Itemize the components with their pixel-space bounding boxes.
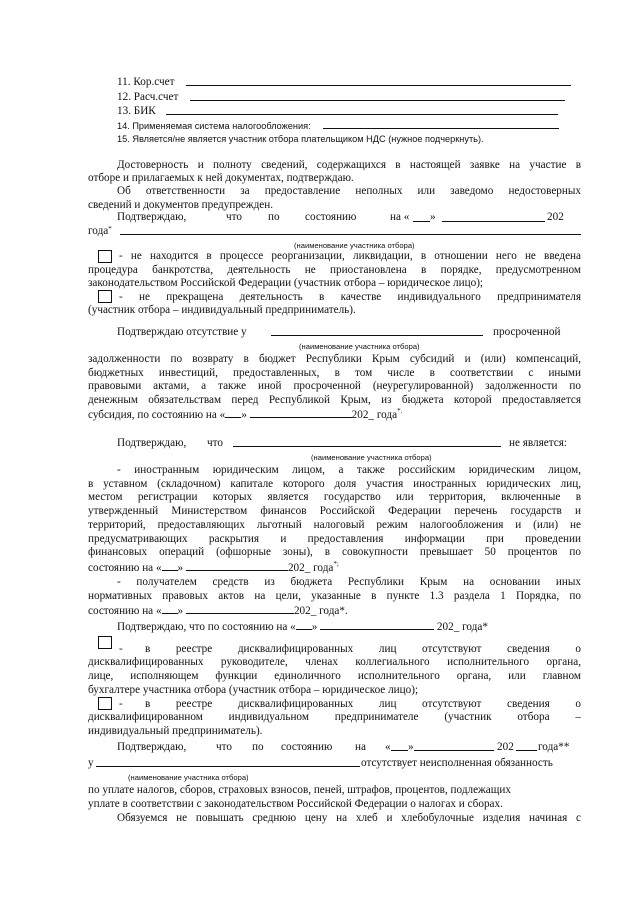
paragraph-line: дисквалифицированном индивидуальном предпринимателе (участник отбора – [88,711,581,723]
participant-name-input-line[interactable] [271,335,483,336]
notis-lead: Подтверждаю, [117,437,187,449]
month-input-line[interactable] [442,221,545,222]
paragraph-line: в реестре дисквалифицированных лиц отсутствуют сведения о [145,643,581,655]
checkbox[interactable] [98,250,112,263]
bullet-dash: - [119,643,123,655]
paragraph-line: (участник отбора – индивидуальный предприниматель). [88,304,356,316]
paragraph-line: территорий, предоставляющих льготный налоговый режим налогообложения и (или) не [88,519,581,531]
paragraph-line: в реестре дисквалифицированных лиц отсутствуют сведения о [145,698,581,710]
confirm-word: что [226,211,242,223]
month-input-line[interactable] [186,603,294,614]
month-input-line[interactable] [186,560,288,571]
paragraph-line: бухгалтере участника отбора (участник отбора – юридическое лицо); [88,684,419,696]
obl-u-tail: отсутствует неисполненная обязанность [361,757,553,769]
paragraph-line: индивидуальный предприниматель). [88,725,263,737]
paragraph-line: в уставном (складочном) капитале которого доля участия иностранных юридических лиц, [88,478,581,490]
date-close-quote: » [408,741,414,753]
paragraph-line: законодательством Российской Федерации (участник отбора – юридическое лицо); [88,277,484,289]
field-tax-system [117,120,311,133]
field-nds: 15. Является/не является участник отбора плательщиком НДС (нужное подчеркнуть). [117,134,484,144]
notis-date2-line: состоянию на « » 202_ года*. [88,605,348,617]
paragraph-line: бюджетных инвестиций, предоставленных, в том числе в соответствии с иными [88,367,581,379]
paragraph-line: местом регистрации которых является государство или территория, включенные в [88,491,581,503]
bullet-dash: - [119,698,123,710]
paragraph-line: - получателем средств из бюджета Республики Крым на основании иных [117,576,581,588]
obl-word: Подтверждаю, [117,741,187,753]
paragraph-line: сведений и документов предупрежден. [88,199,274,211]
paragraph-line: уплате в соответствии с законодательством Российской Федерации о налогах и сборах. [88,798,503,810]
year-input-line[interactable] [516,750,537,751]
paragraph-line: утвержденный Министерством финансов Российской Федерации перечень государств и [88,505,581,517]
confirm-word: по [268,211,280,223]
notis-lead: что [207,437,223,449]
obl-word: по [252,741,264,753]
paragraph-line: нормативных правовых актов на цели, указанные в пункте 1.3 раздела 1 Порядка, по [88,590,581,602]
day-input-line[interactable] [162,560,178,571]
field-ras-schet [117,91,178,104]
year-prefix: 202 [547,211,564,223]
footnote-star: * [108,225,112,233]
day-input-line[interactable] [296,619,312,630]
participant-name-input-line[interactable] [120,234,581,235]
day-input-line[interactable] [413,221,430,222]
paragraph-line: - иностранным юридическим лицом, а также российским юридическим лицом, [117,464,581,476]
checkbox[interactable] [98,290,112,303]
disq-date-line: Подтверждаю, что по состоянию на « » 202_ года* [117,621,488,633]
field-label: 12. Расч.счет [117,91,179,103]
goda-label: года** [538,741,570,753]
paragraph-line: - не находится в процессе реорганизации, ликвидации, в отношении него не введена [119,250,581,262]
tax-system-input-line[interactable] [323,128,559,129]
obl-word: состоянию [281,741,333,753]
caption-participant: (наименование участника отбора) [294,241,415,250]
obl-word: на [355,741,366,753]
paragraph-line: процедура банкротства, деятельность не приостановлена в порядке, предусмотренном [88,264,581,276]
paragraph-line: Достоверность и полноту сведений, содержащихся в настоящей заявке на участие в [117,159,581,171]
notis-date-line: состоянию на « » 202_ года*; [88,560,339,574]
caption-participant: (наименование участника отбора) [128,773,249,782]
paragraph-line: правовыми актами, а также иной просроченной (неурегулированной) задолженности по [88,380,581,392]
participant-name-input-line[interactable] [96,766,360,767]
caption-participant: (наименование участника отбора) [311,453,432,462]
absence-date-line: субсидия, по состоянию на « » 202_ года*. [88,407,403,421]
checkbox[interactable] [98,636,112,649]
day-input-line[interactable] [225,407,241,418]
date-open-quote: « [385,741,391,753]
field-kor-schet [117,76,174,89]
year-prefix: 202 [497,741,514,753]
absence-tail: просроченной [493,326,561,338]
paragraph-line: Обязуемся не повышать среднюю цену на хлеб и хлебобулочные изделия начиная с [117,812,581,824]
checkbox[interactable] [98,697,112,710]
confirm-word: состоянию [305,211,357,223]
paragraph-line: финансовых операций (офшорные зоны), в совокупности превышает 50 процентов по [88,546,581,558]
field-bik [117,105,156,118]
paragraph-line: задолженности по возврату в бюджет Республики Крым субсидий и (или) компенсаций, [88,353,581,365]
participant-name-input-line[interactable] [233,446,501,447]
date-open-quote: на « [390,211,410,223]
confirm-word: Подтверждаю, [117,211,187,223]
day-input-line[interactable] [391,750,408,751]
paragraph-line: Об ответственности за предоставление неполных или заведомо недостоверных [117,185,581,197]
bik-input-line[interactable] [166,114,558,115]
field-label: 14. Применяемая система налогообложения: [117,121,311,131]
paragraph-line: денежным обязательствам перед Республикой Крым, из бюджета которой предоставляется [88,394,581,406]
day-input-line[interactable] [162,603,178,614]
month-input-line[interactable] [414,750,494,751]
paragraph-line: - не прекращена деятельность в качестве индивидуального предпринимателя [119,291,581,303]
paragraph-line: лице, исполняющем функции единоличного исполнительного органа, или главном [88,670,581,682]
footnote-star: *. [397,407,403,415]
month-input-line[interactable] [320,619,434,630]
field-label: 13. БИК [117,105,156,117]
paragraph-line: дисквалифицированных руководителе, членах коллегиального исполнительного органа, [88,656,581,668]
goda-label: года* [88,225,112,237]
field-label: 11. Кор.счет [117,76,175,88]
month-input-line[interactable] [250,407,352,418]
footnote-star: *; [333,560,339,568]
obl-word: что [216,741,232,753]
kor-schet-input-line[interactable] [186,85,571,86]
caption-participant: (наименование участника отбора) [299,342,420,351]
paragraph-line: предусматривающих раскрытия и предоставления информации при проведении [88,533,581,545]
ras-schet-input-line[interactable] [190,100,565,101]
paragraph-line: отборе и прилагаемых к ней документах, подтверждаю. [88,172,354,184]
absence-lead: Подтверждаю отсутствие у [117,326,247,338]
notis-tail: не является: [509,437,567,449]
obl-u-prefix: у [88,757,94,769]
date-close-quote: » [430,211,436,223]
paragraph-line: по уплате налогов, сборов, страховых взносов, пеней, штрафов, процентов, подлежащих [88,784,511,796]
